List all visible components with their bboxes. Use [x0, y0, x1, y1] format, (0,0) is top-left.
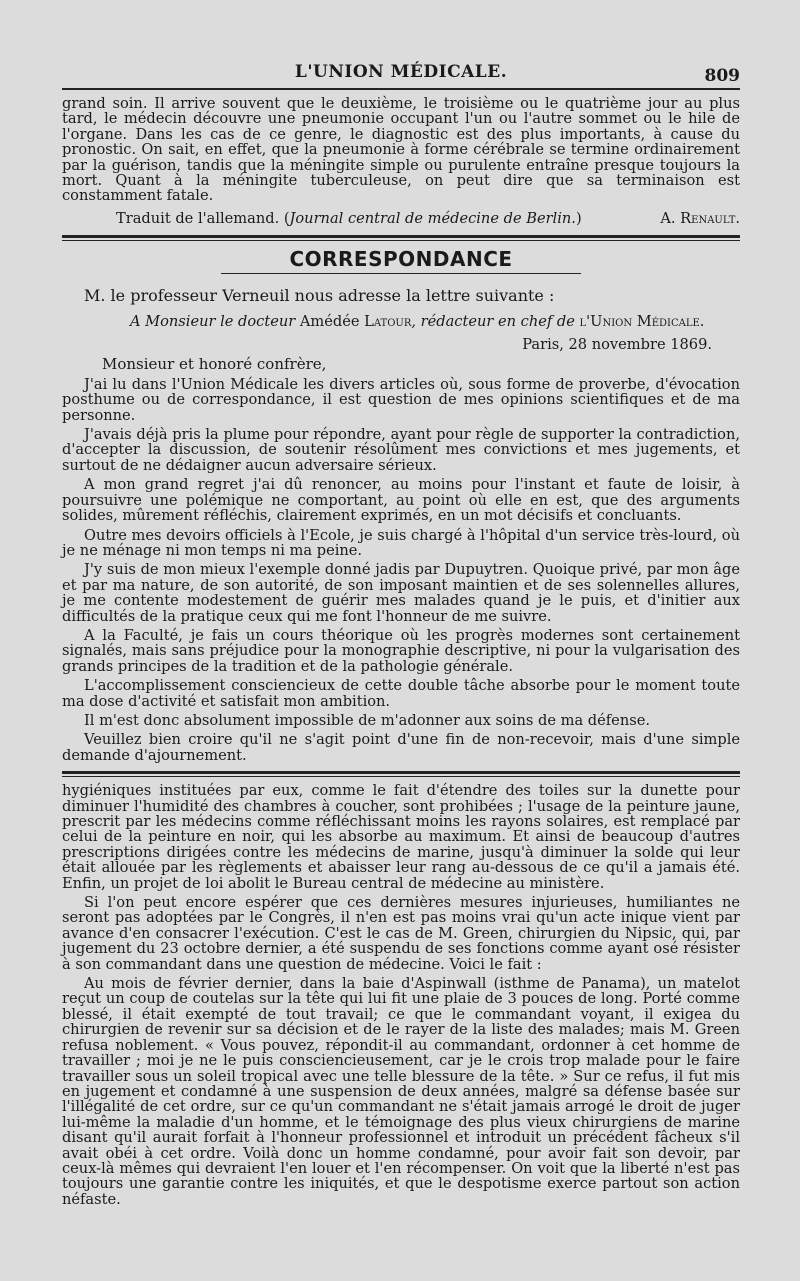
section-divider [62, 235, 740, 241]
feuilleton-paragraph: Au mois de février dernier, dans la baie d'Aspinwall (isthme de Panama), un matelot reçut un coup de coutelas sur la tête qui lui fit une plaie de 3 pouces de long. Porté comme blessé, il était exempté de tout travail; ce que le commandant voyant, il exigea du chirurgien de revenir sur sa décision et de le rayer de la liste des malades; mais M. Green refusa noblement. « Vous pouvez, répondit-il au commandant, ordonner à cet homme de travailler ; moi je ne le puis consciencieusement, car je le crois trop malade pour le faire travailler sous un soleil tropical avec une telle blessure de la tête. » Sur ce refus, il fut mis en jugement et condamné à une suspension de deux années, malgré sa défense basée sur l'illégalité de cet ordre, sur ce qu'un commandant ne s'était jamais arrogé le droit de juger lui-même la maladie d'un homme, et le témoignage des plus vieux chirurgiens de marine disant qu'il aurait forfait à l'honneur professionnel et introduit un précédent fâcheux s'il avait obéi à cet ordre. Voilà donc un homme condamné, pour avoir fait son devoir, par ceux-là mêmes qui devraient l'en louer et l'en récompenser. On voit que la liberté n'est pas toujours une garantie contre les iniquités, et que le despotisme exerce partout son action néfaste. [62, 975, 740, 1208]
letter-salutation: Monsieur et honoré confrère, [102, 354, 327, 373]
source-journal: Journal central de médecine de Berlin. [289, 209, 576, 227]
previous-article-paragraph: grand soin. Il arrive souvent que le deuxième, le troisième ou le quatrième jour au plus tard, le médecin découvre une pneumonie occupant l'un ou l'autre sommet ou le hile de l'organe. Dans les cas de ce genre, le diagnostic est des plus importants, à cause du pronostic. On sait, en effet, que la pneumonie à forme cérébrale se termine ordinairement par la guérison, tandis que la méningite simple ou purulente entraîne presque toujours la mort. Quant à la méningite tuberculeuse, on peut dire que sa terminaison est constamment fatale. [62, 95, 740, 205]
previous-article-end [62, 96, 740, 227]
letter-address: A Monsieur le docteur Amédée Latour, rédacteur en chef de l'Union Médicale. [130, 312, 705, 330]
letter-paragraph: Il m'est donc absolument impossible de m'adonner aux soins de ma défense. [84, 711, 650, 729]
letter-intro: M. le professeur Verneuil nous adresse la lettre suivante : [84, 285, 555, 305]
letter-paragraph: J'avais déjà pris la plume pour répondre, ayant pour règle de supporter la contradiction, d'accepter la discussion, de soutenir résolûment mes convictions et mes jugements, et surtout de ne dédaigner aucun adversaire sérieux. [62, 426, 740, 474]
feuilleton-paragraph: hygiéniques instituées par eux, comme le fait d'étendre des toiles sur la dunette pour diminuer l'humidité des chambres à coucher, sont prohibées ; l'usage de la peinture jaune, prescrit par les médecins comme réfléchissant moins les rayons solaires, est remplacé par celui de la peinture en noir, qui les absorbe au maximum. Et ainsi de beaucoup d'autres prescriptions dirigées contre les médecins de marine, jusqu'à diminuer la solde qui leur était allouée par les règlements et abaisser leur rang au-dessous de ce qu'il a jamais été. Enfin, un projet de loi abolit le Bureau central de médecine au ministère. [62, 782, 740, 892]
feuilleton-continuation [62, 783, 740, 1207]
translation-credit [62, 210, 740, 227]
letter-paragraph: J'ai lu dans l'Union Médicale les divers articles où, sous forme de proverbe, d'évocation posthume ou de correspondance, il est question de mes opinions scientifiques et de ma personne. [62, 375, 740, 424]
letter-paragraph: A mon grand regret j'ai dû renoncer, au moins pour l'instant et faute de loisir, à poursuivre une polémique ne comportant, au point où elle en est, que des arguments solides, mûrement réfléchis, clairement exprimés, en un mot décisifs et concluants. [62, 476, 740, 525]
feuilleton-paragraph: Si l'on peut encore espérer que ces dernières mesures injurieuses, humiliantes ne seront pas adoptées par le Congrès, il n'en est pas moins vrai qu'un acte inique vient par avance d'en consacrer l'exécution. C'est le cas de M. Green, chirurgien du Nipsic, qui, par jugement du 23 octobre dernier, a été suspendu de ses fonctions comme ayant osé résister à son commandant dans une question de médecine. Voici le fait : [62, 894, 740, 973]
translation-note: Traduit de l'allemand. (Journal central de médecine de Berlin.) [116, 209, 582, 227]
letter-paragraph: Veuillez bien croire qu'il ne s'agit point d'une fin de non-recevoir, mais d'une simple demande d'ajournement. [62, 731, 740, 764]
letter-place-date: Paris, 28 novembre 1869. [522, 335, 712, 353]
letter-body [62, 377, 740, 763]
letter-paragraph: A la Faculté, je fais un cours théorique où les progrès modernes sont certainement signalés, mais sans préjudice pour la monographie descriptive, ni pour la vulgarisation des grands principes de la tradition et de la pathologie générale. [62, 626, 740, 675]
journal-title: L'UNION MÉDICALE. [294, 62, 508, 82]
article-author: A. Renault. [660, 209, 740, 227]
feuilleton-divider [62, 771, 740, 777]
letter-paragraph: L'accomplissement consciencieux de cette double tâche absorbe pour le moment toute ma dose d'activité et satisfait mon ambition. [62, 677, 740, 710]
section-title-underline [221, 273, 581, 274]
running-head [62, 58, 740, 90]
page-number: 809 [704, 66, 740, 86]
letter-paragraph: Outre mes devoirs officiels à l'Ecole, je suis chargé à l'hôpital d'un service très-lourd, où je ne ménage ni mon temps ni ma peine. [62, 526, 740, 559]
letter-paragraph: J'y suis de mon mieux l'exemple donné jadis par Dupuytren. Quoique privé, par mon âge et par ma nature, de son autorité, de son imposant maintien et de ses solennelles allures, je me contente modestement de guérir mes malades quand je le puis, et d'initier aux difficultés de la pratique ceux qui me font l'honneur de me suivre. [62, 561, 740, 625]
section-title: CORRESPONDANCE [289, 246, 513, 271]
